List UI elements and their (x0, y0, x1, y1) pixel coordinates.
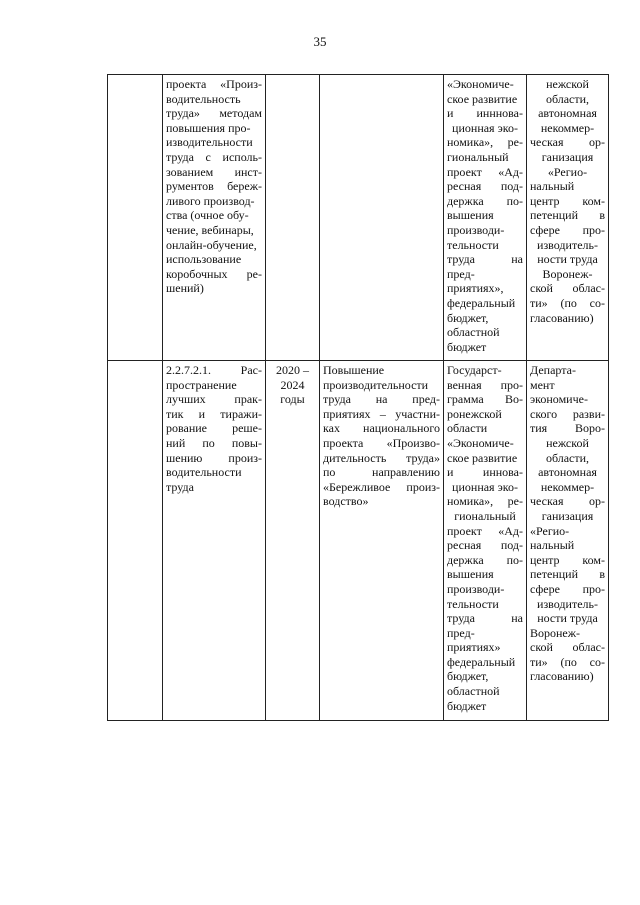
cell-text-line: производительности (323, 377, 429, 392)
cell-text-line: нежской (546, 77, 589, 91)
cell-text-line: венная про- (447, 377, 523, 392)
cell-text-line: лучших прак- (166, 392, 262, 407)
cell-text-line: держка по- (447, 193, 523, 208)
plan-table (107, 74, 609, 721)
cell-text-line: ках национального (323, 421, 440, 436)
cell-text-line: ческая ор- (530, 494, 605, 509)
source-cell (444, 75, 527, 361)
cell-text-line: производи- (447, 581, 505, 596)
cell-text-line: водство» (323, 494, 369, 509)
cell-text-line: ского разви- (530, 406, 605, 421)
cell-text-line: области, (545, 91, 590, 106)
cell-text-line: автономная (538, 465, 597, 480)
cell-text-line: петенций в (530, 208, 605, 223)
cell-text-line: областной (447, 684, 500, 699)
cell-text-line: гиональный (454, 508, 516, 523)
cell-text-line: номика», ре- (447, 135, 523, 150)
cell-text-line: труда с исполь- (166, 149, 262, 164)
cell-text-line: ганизация (541, 508, 594, 523)
cell-text-line: бюджет, (447, 310, 489, 325)
cell-text-line: ти» (по со- (530, 654, 605, 669)
cell-text-line: производи- (447, 222, 505, 237)
cell-text-line: проекта «Произ- (166, 77, 262, 91)
cell-text-line: нежской (546, 435, 589, 450)
cell-text-line: «Экономиче- (447, 435, 514, 450)
cell-text-line: рование реше- (166, 421, 262, 436)
cell-text-line: коробочных ре- (166, 266, 262, 281)
cell-text-line: гласованию) (530, 310, 594, 325)
cell-text-line: 2024 (280, 377, 305, 392)
cell-text-line: тия Воро- (530, 421, 605, 436)
cell-text-line: вышения (447, 208, 494, 223)
cell-text-line: держка по- (447, 552, 523, 567)
cell-text-line: проект «Ад- (447, 164, 523, 179)
cell-text-line: ливого производ- (166, 193, 255, 208)
cell-text-line: водительности (166, 465, 242, 480)
source-cell (444, 361, 527, 721)
number-cell (108, 361, 163, 721)
cell-text-line: проекта «Произво- (323, 435, 440, 450)
action-cell (163, 361, 266, 721)
cell-text-line: ганизация (541, 149, 594, 164)
cell-text-line: ской облас- (530, 281, 605, 296)
cell-text-line: Повышение (323, 363, 385, 377)
cell-text-line: приятиях» (447, 640, 501, 655)
cell-text-line: труда на (447, 611, 523, 626)
cell-text-line: вышения (447, 567, 494, 582)
cell-text-line: шений) (166, 281, 204, 296)
result-cell (320, 361, 444, 721)
cell-text-line: ресная под- (447, 179, 523, 194)
cell-text-line: области (447, 421, 488, 436)
cell-text-line: чение, вебинары, (166, 222, 254, 237)
cell-text-line: ресная под- (447, 538, 523, 553)
cell-text-line: сфере про- (530, 581, 605, 596)
cell-text-line: изводительности (166, 135, 253, 150)
action-cell (163, 75, 266, 361)
cell-text-line: петенций в (530, 567, 605, 582)
cell-text-line: Департа- (530, 363, 576, 377)
cell-text-line: ронежской (447, 406, 502, 421)
cell-text-line: труда на (447, 252, 523, 267)
cell-text-line: рументов береж- (166, 179, 262, 194)
cell-text-line: грамма Во- (447, 392, 523, 407)
cell-text-line: мент (530, 377, 555, 392)
cell-text-line: и иннова- (447, 465, 523, 480)
cell-text-line: ское развитие (447, 450, 518, 465)
cell-text-line: нальный (530, 179, 575, 194)
table-row (108, 361, 609, 721)
cell-text-line: ти» (по со- (530, 295, 605, 310)
cell-text-line: Воронеж- (530, 625, 581, 640)
cell-text-line: приятиях – участни- (323, 406, 440, 421)
cell-text-line: экономиче- (530, 392, 588, 407)
cell-text-line: пред- (447, 625, 475, 640)
cell-text-line: годы (280, 392, 305, 407)
number-cell (108, 75, 163, 361)
cell-text-line: номика», ре- (447, 494, 523, 509)
cell-text-line: пред- (447, 266, 475, 281)
cell-text-line: нальный (530, 538, 575, 553)
cell-text-line: 2.2.7.2.1. Рас- (166, 363, 262, 377)
cell-text-line: проект «Ад- (447, 523, 523, 538)
cell-text-line: Воронеж- (542, 266, 593, 281)
cell-text-line: ства (очное обу- (166, 208, 249, 223)
cell-text-line: ционная эко- (452, 479, 518, 494)
cell-text-line: бюджет (447, 339, 487, 354)
table-row (108, 75, 609, 361)
cell-text-line: областной (447, 325, 500, 340)
cell-text-line: ское развитие (447, 91, 518, 106)
cell-text-line: ности труда (537, 252, 598, 267)
cell-text-line: области, (545, 450, 590, 465)
cell-text-line: шению произ- (166, 450, 262, 465)
cell-text-line: ности труда (537, 611, 598, 626)
cell-text-line: федеральный (447, 654, 516, 669)
cell-text-line: центр ком- (530, 552, 605, 567)
cell-text-line: труда (166, 479, 194, 494)
cell-text-line: пространение (166, 377, 237, 392)
cell-text-line: ний по повы- (166, 435, 262, 450)
cell-text-line: бюджет (447, 698, 487, 713)
cell-text-line: тик и тиражи- (166, 406, 262, 421)
cell-text-line: использование (166, 252, 242, 267)
cell-text-line: некоммер- (540, 479, 595, 494)
cell-text-line: сфере про- (530, 222, 605, 237)
cell-text-line: «Регио- (547, 164, 588, 179)
cell-text-line: некоммер- (540, 120, 595, 135)
executor-cell (527, 361, 609, 721)
cell-text-line: «Экономиче- (447, 77, 514, 91)
cell-text-line: изводитель- (537, 237, 598, 252)
cell-text-line: 2020 – (276, 363, 309, 377)
result-cell (320, 75, 444, 361)
cell-text-line: бюджет, (447, 669, 489, 684)
cell-text-line: ционная эко- (452, 120, 518, 135)
executor-cell (527, 75, 609, 361)
cell-text-line: гиональный (447, 149, 509, 164)
cell-text-line: Государст- (447, 363, 502, 377)
cell-text-line: «Бережливое произ- (323, 479, 440, 494)
period-cell (266, 75, 320, 361)
cell-text-line: зованием инст- (166, 164, 262, 179)
cell-text-line: федеральный (447, 295, 516, 310)
cell-text-line: онлайн-обучение, (166, 237, 257, 252)
cell-text-line: центр ком- (530, 193, 605, 208)
cell-text-line: труда» методам (166, 106, 262, 121)
cell-text-line: ческая ор- (530, 135, 605, 150)
cell-text-line: ской облас- (530, 640, 605, 655)
cell-text-line: водительность (166, 91, 241, 106)
page-number: 35 (313, 34, 327, 49)
cell-text-line: гласованию) (530, 669, 594, 684)
cell-text-line: приятиях», (447, 281, 504, 296)
cell-text-line: изводитель- (537, 596, 598, 611)
cell-text-line: тельности (447, 596, 499, 611)
cell-text-line: повышения про- (166, 120, 251, 135)
cell-text-line: и инннова- (447, 106, 523, 121)
period-cell (266, 361, 320, 721)
cell-text-line: по направлению (323, 465, 440, 480)
cell-text-line: труда на пред- (323, 392, 440, 407)
cell-text-line: «Регио- (530, 523, 570, 538)
cell-text-line: дительность труда» (323, 450, 440, 465)
cell-text-line: автономная (538, 106, 597, 121)
cell-text-line: тельности (447, 237, 499, 252)
